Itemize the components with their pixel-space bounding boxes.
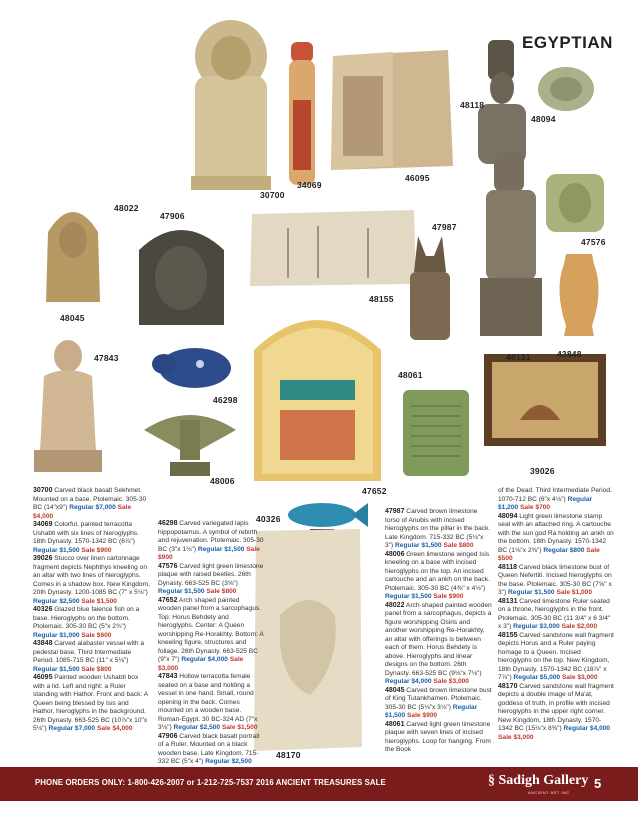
entry-num: 34069 <box>33 521 53 528</box>
entry-desc: Carved variegated lapis hippopotamus. A symbol of rebirth and rejuvenation. Ptolemaic. 305-30 BC (3"x 1⅛") <box>158 520 264 553</box>
entry-desc: Colorful, painted terracotta Ushabti with six lines of hieroglyphs. 18th Dynasty. 1570-1342 BC (6⅞") <box>33 521 139 545</box>
entry-price: Regular $1,500 <box>395 542 442 549</box>
entry-num: 39026 <box>33 555 53 562</box>
entry-desc: Carved black basalt Sekhmet. Mounted on a base. Ptolemaic. 305-30 BC (14"x9") <box>33 487 147 511</box>
entry-num: 30700 <box>33 487 53 494</box>
entry-desc: Carved black basalt portrait of a Ruler. Mounted on a black wooden base. Late Kingdom. 715-332 BC (5"x 4") <box>158 732 260 765</box>
footer-phone-text: PHONE ORDERS ONLY: 1-800-426-2007 or 1-212-725-7537 2016 ANCIENT TREASURES SALE <box>35 778 386 787</box>
catalog-entry <box>158 673 264 733</box>
entry-sale: Sale $4,000 <box>33 504 132 520</box>
catalog-entry <box>385 602 493 687</box>
catalog-entry <box>158 563 264 597</box>
catalog-entry <box>498 632 614 683</box>
artifact-46095-ushabti-box <box>323 46 458 174</box>
catalog-entry <box>385 551 493 602</box>
catalog-entry <box>33 606 151 640</box>
artifact-46298-lapis-hippo <box>150 340 235 395</box>
label-46298: 46298 <box>213 395 238 405</box>
entry-num: 40326 <box>33 606 53 613</box>
entry-price: Regular $4,000 <box>563 725 611 732</box>
artifact-30700-sekhmet <box>181 6 280 193</box>
logo-subtitle: ANCIENT ART INC <box>528 790 570 795</box>
entry-sale: Sale $1,500 <box>79 597 117 605</box>
catalog-entry <box>158 520 264 563</box>
entry-desc: Stucco over linen cartonnage fragment depicts Nephthys kneeling on an altar with two lines of hieroglyphs. Comes in a shadow box. New Kingdom, 20th Dynasty. 1200-1085 BC (7" x 5⅛") <box>33 555 150 596</box>
catalog-entry <box>33 640 151 674</box>
entry-price: Regular $1,500 <box>158 588 205 595</box>
entry-sale: Sale $3,000 <box>431 678 469 685</box>
entry-num: 48155 <box>498 631 518 639</box>
entry-sale: Sale $700 <box>518 504 551 511</box>
catalog-entry <box>498 564 614 598</box>
artifact-48170-maat-fragment <box>250 525 365 755</box>
entry-sale: Sale $4,000 <box>95 725 133 732</box>
entry-sale: Sale $900 <box>158 545 260 561</box>
catalog-entry <box>385 721 493 755</box>
entry-desc: Glazed blue faience fish on a base. Hieroglyphs on the bottom. Ptolemaic. 305-30 BC (5"x 2¾") <box>33 606 140 630</box>
entry-num: 47987 <box>385 508 405 515</box>
catalog-entry <box>33 487 151 521</box>
text-column-1 <box>33 487 151 734</box>
label-30700: 30700 <box>260 190 285 200</box>
entry-sale: Sale $3,000 <box>158 656 244 672</box>
entry-price: Regular $1,500 <box>197 545 245 553</box>
gallery-logo <box>488 773 588 789</box>
entry-sale: Sale $900 <box>405 712 438 719</box>
logo-text: Sadigh Gallery <box>498 773 589 788</box>
entry-desc: Hollow terracotta female seated on a base and holding a vessel in one hand. Small, round opening in the back. Comes mounted on a wooden base. Roman-Egypt. 30 BC-324 AD (7"x 3⅛") <box>158 673 258 731</box>
catalog-entry <box>498 513 614 564</box>
entry-desc: Carved light green limestone plaque with raised beetles. 26th Dynasty. 663-525 BC (3⅝") <box>158 562 264 587</box>
entry-price: Regular $3,000 <box>513 623 560 630</box>
entry-price: Regular $800 <box>543 546 585 554</box>
entry-price: Regular $7,000 <box>69 504 116 511</box>
artifact-48131-seated-ruler <box>476 150 546 340</box>
entry-sale: Sale $500 <box>498 546 600 562</box>
entry-sale: Sale $3,000 <box>560 674 598 681</box>
artifact-34069-ushabti <box>283 40 321 190</box>
page-number: 5 <box>594 776 602 791</box>
entry-desc: Arch-shaped painted wooden panel from a sarcophagus, depicts a figure worshipping Osiris and another worshipping Re-Horakhty, an altar with offerings is between each of them. Horus Behdety is above. Hieroglyphs and linear designs on the bottom. 26th Dynasty. 663-525 BC (9⅛"x 7⅛") <box>385 601 492 677</box>
label-43848: 43848 <box>557 349 582 359</box>
entry-num: 48006 <box>385 550 405 558</box>
entry-sale: Sale $900 <box>79 546 112 554</box>
entry-price: Regular $1,500 <box>33 546 80 554</box>
entry-sale: Sale $900 <box>431 593 464 600</box>
label-48170: 48170 <box>276 750 301 760</box>
catalog-entry <box>498 487 614 513</box>
entry-num: 48170 <box>498 682 518 690</box>
entry-desc: Painted wooden Ushabti box with a lid. Left and right: a Ruler standing with Hathor. Front and back: A Queen being blessed by Isis and Hathor, hieroglyphs in the background. 26th Dynasty. 663-525 BC (10⅞"x 10"x 5⅛") <box>33 674 148 732</box>
section-title: EGYPTIAN <box>522 33 613 52</box>
entry-num: 48022 <box>385 601 405 609</box>
entry-num: 47652 <box>158 596 178 604</box>
entry-desc: Carved black limestone bust of Queen Nefertiti. Incised hieroglyphs on the base. Ptolemaic. 305-30 BC (7⅝" x 3") <box>498 563 612 596</box>
artifact-48094-stamp-seal <box>528 55 598 115</box>
artifact-43848-alabaster-vessel <box>554 250 604 340</box>
entry-desc: Light green limestone stamp seal with an attached ring. A cartouche with the sun god Ra holding an ankh on the bottom. 18th Dynasty. 1570-1342 BC (1⅛"x 2⅜") <box>498 512 614 554</box>
artifact-47987-anubis <box>400 232 460 342</box>
entry-price: Regular $1,000 <box>33 631 80 639</box>
entry-price: Regular $1,200 <box>498 495 593 511</box>
entry-sale: Sale $1,500 <box>220 724 258 731</box>
entry-desc: Carved alabaster vessel with a pedestal base. Third Intermediate Period. 1085-715 BC (11" x 5⅛") <box>33 640 145 664</box>
catalog-entry <box>385 687 493 721</box>
label-47652: 47652 <box>362 486 387 496</box>
catalog-entry <box>498 683 614 743</box>
artifact-48045-tut-bust <box>55 250 115 310</box>
artifact-47576-beetle-plaque <box>540 168 610 238</box>
text-column-2 <box>158 520 264 775</box>
text-column-4 <box>498 487 614 742</box>
label-48006: 48006 <box>210 476 235 486</box>
entry-desc: Carved sandstone wall fragment depicts a double image of Ma'at, goddess of truth, in profile with incised hieroglyphs in the upper right corner. New Kingdom, 18th Dynasty. 1570-1342 BC (15⅛"x 8⅜") <box>498 682 614 732</box>
entry-price: Regular $4,000 <box>181 656 228 663</box>
logo-mark-icon: § <box>488 773 499 788</box>
entry-sale: Sale $800 <box>79 665 112 673</box>
text-column-3 <box>385 508 493 755</box>
entry-price: Regular $1,500 <box>385 593 432 600</box>
entry-price: Regular $1,500 <box>33 665 80 673</box>
label-39026: 39026 <box>530 466 555 476</box>
entry-price: Regular $7,000 <box>48 725 96 732</box>
entry-desc: Green limestone winged Isis kneeling on a base with incised hieroglyphs on the top. An incised cartouche and an ankh on the back. Ptolemaic. 305-30 BC (4⅜" x 4⅛") <box>385 550 490 592</box>
entry-desc: Carved brown limestone torso of Anubis with incised hieroglyphs on the pillar in the back. Late Kingdom. 715-332 BC (5⅛"x 3") <box>385 508 491 549</box>
entry-num: 46095 <box>33 674 53 681</box>
artifact-47652-painted-panel <box>250 300 385 485</box>
entry-desc: of the Dead. Third Intermediate Period. 1070-712 BC (6"x 4⅛") <box>498 487 612 503</box>
entry-num: 47576 <box>158 562 178 570</box>
entry-sale: Sale $800 <box>204 588 237 595</box>
entry-price: Regular $4,000 <box>385 678 432 685</box>
entry-sale: Sale $1,000 <box>554 589 593 596</box>
label-46095: 46095 <box>405 173 430 183</box>
label-47906: 47906 <box>160 211 185 221</box>
label-48061: 48061 <box>398 370 423 380</box>
entry-price: Regular $2,500 <box>205 758 252 765</box>
catalog-entry <box>33 555 151 606</box>
label-48118: 48118 <box>460 100 485 110</box>
entry-price: Regular $2,500 <box>33 597 80 605</box>
label-34069: 34069 <box>297 180 322 190</box>
label-48022: 48022 <box>114 203 139 213</box>
entry-num: 48094 <box>498 512 518 520</box>
entry-num: 47843 <box>158 673 178 680</box>
entry-price: Regular $1,500 <box>508 589 555 596</box>
entry-desc: Carved sandstone wall fragment depicts Horus and a Ruler paying homage to a Queen. Incised hieroglyphs on the top. New Kingdom, 18th Dynasty. 1570-1342 BC (18⅞" x 7⅞") <box>498 631 614 681</box>
entry-desc: Carved limestone Ruler seated on a throne, hieroglyphs in the front. Ptolemaic. 305-30 BC (11 3/4" x 6 3/4" x 3") <box>498 597 611 630</box>
label-40326: 40326 <box>256 514 281 524</box>
entry-num: 48131 <box>498 597 518 605</box>
label-48155: 48155 <box>369 294 394 304</box>
entry-desc: Arch shaped painted wooden panel from a sarcophagus. Top: Horus Behdety and hieroglyphs. Center: A Queen worshipping Re-Horakhty. Bottom: A kneeling figure, structures and foliage. 26th Dynasty. 663-525 BC (9"x 7") <box>158 596 264 663</box>
catalog-entry <box>33 521 151 555</box>
entry-desc: Carved brown limestone bust of King Tutankhamen. Ptolemaic. 305-30 BC (5⅛"x 3⅛") <box>385 686 492 711</box>
label-48131: 48131 <box>506 352 531 362</box>
entry-num: 46298 <box>158 520 178 527</box>
label-47843: 47843 <box>94 353 119 363</box>
entry-num: 47906 <box>158 732 178 740</box>
entry-desc: Carved light green limestone plaque with seven lines of incised hieroglyphs. Loop for hanging. From the Book <box>385 720 491 753</box>
catalog-entry <box>33 674 151 734</box>
entry-sale: Sale $3,000 <box>498 733 534 741</box>
label-48045: 48045 <box>60 313 85 323</box>
label-47987: 47987 <box>432 222 457 232</box>
entry-price: Regular $2,500 <box>173 724 221 731</box>
entry-price: Regular $1,500 <box>385 703 478 719</box>
artifact-39026-cartonnage <box>480 350 610 450</box>
catalog-entry <box>158 597 264 674</box>
catalog-entry <box>498 598 614 632</box>
catalog-entry <box>385 508 493 551</box>
entry-price: Regular $5,000 <box>513 674 561 681</box>
entry-sale: Sale $2,000 <box>559 623 598 630</box>
artifact-47906-ruler-portrait <box>124 220 239 330</box>
entry-sale: Sale $800 <box>441 542 474 549</box>
label-48094: 48094 <box>531 114 556 124</box>
artifact-48061-limestone-plaque <box>395 380 475 480</box>
entry-sale: Sale $600 <box>79 631 112 639</box>
artifact-48155-wall-fragment <box>248 208 418 288</box>
entry-num: 48061 <box>385 720 405 728</box>
entry-num: 48045 <box>385 686 405 694</box>
label-47576: 47576 <box>581 237 606 247</box>
entry-num: 48118 <box>498 563 518 571</box>
entry-num: 43848 <box>33 640 53 647</box>
